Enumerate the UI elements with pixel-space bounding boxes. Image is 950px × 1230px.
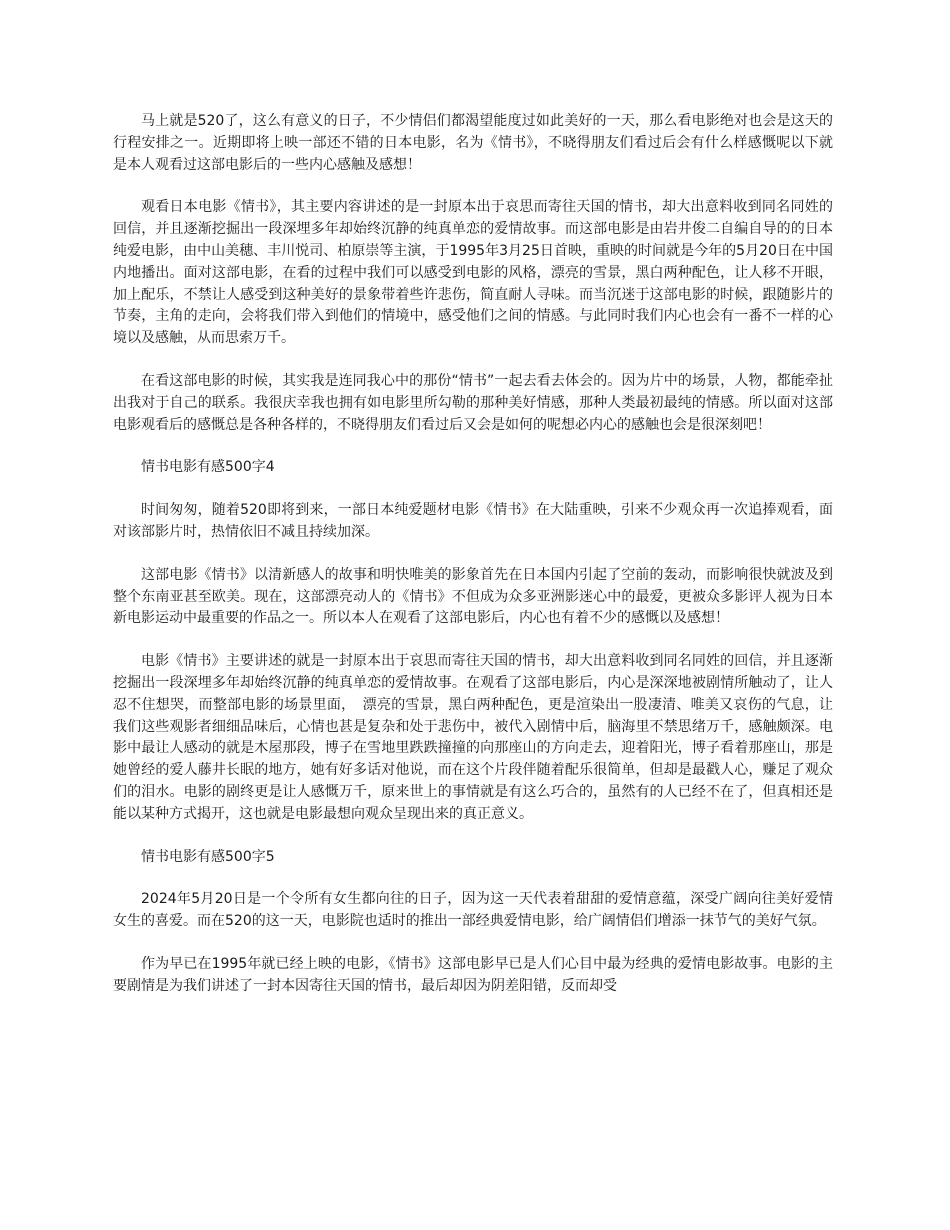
section-heading-4: 情书电影有感500字4 [141, 459, 275, 476]
paragraph-classic-film: 作为早已在1995年就已经上映的电影，《情书》这部电影早已是人们心目中最为经典的爱情电影故事。电影的主要剧情是为我们讲述了一封本因寄往天国的情书，最后却因为阴差阳错，反而却受 [113, 955, 833, 994]
paragraph-rerelease: 时间匆匆，随着520即将到来，一部日本纯爱题材电影《情书》在大陆重映，引来不少观众再一次追捧观看，面对该部影片时，热情依旧不减且持续加深。 [113, 502, 833, 540]
document-body [113, 111, 833, 1019]
paragraph-520-day: 2024年5月20日是一个令所有女生都向往的日子，因为这一天代表着甜甜的爱情意蕴，深受广阔向往美好爱情女生的喜爱。而在520的这一天，电影院也适时的推出一部经典爱情电影，给广阔情侣们增添一抹节气的美好气氛。 [113, 891, 833, 930]
paragraph-movie-summary: 观看日本电影《情书》，其主要内容讲述的是一封原本出于哀思而寄往天国的情书，却大出意料收到同名同姓的回信，并且逐渐挖掘出一段深埋多年却始终沉静的纯真单恋的爱情故事。而这部电影是由岩井俊二自编自导的的日本纯爱电影，由中山美穗、丰川悦司、柏原崇等主演，于1995年3月25日首映，重映的时间就是今年的5月20日在中国内地播出。面对这部电影，在看的过程中我们可以感受到电影的风格，漂亮的雪景，黑白两种配色，让人移不开眼，加上配乐，不禁让人感受到这种美好的景象带着些许悲伤，简直耐人寻味。而当沉迷于这部电影的时候，跟随影片的节奏，主角的走向，会将我们带入到他们的情境中，感受他们之间的情感。与此同时我们内心也会有一番不一样的心境以及感触，从而思索万千。 [113, 199, 833, 347]
section-heading-5: 情书电影有感500字5 [141, 848, 275, 865]
paragraph-intro: 马上就是520了，这么有意义的日子，不少情侣们都渴望能度过如此美好的一天，那么看电影绝对也会是这天的行程安排之一。近期即将上映一部还不错的日本电影，名为《情书》，不晓得朋友们看过后会有什么样感慨呢以下就是本人观看过这部电影后的一些内心感触及感想！ [113, 113, 833, 173]
paragraph-personal-feeling: 在看这部电影的时候，其实我是连同我心中的那份“情书”一起去看去体会的。因为片中的场景，人物，都能牵扯出我对于自己的联系。我很庆幸我也拥有如电影里所勾勒的那种美好情感，那种人类最初最纯的情感。所以面对这部电影观看后的感慨总是各种各样的，不晓得朋友们看过后又会是如何的呢想必内心的感触也会是很深刻吧！ [113, 372, 833, 433]
paragraph-reception: 这部电影《情书》以清新感人的故事和明快唯美的影象首先在日本国内引起了空前的轰动，而影响很快就波及到整个东南亚甚至欧美。现在，这部漂亮动人的《情书》不但成为众多亚洲影迷心中的最爱，更被众多影评人视为日本新电影运动中最重要的作品之一。所以本人在观看了这部电影后，内心也有着不少的感慨以及感想！ [113, 566, 833, 627]
paragraph-plot-reflection: 电影《情书》主要讲述的就是一封原本出于哀思而寄往天国的情书，却大出意料收到同名同姓的回信，并且逐渐挖掘出一段深埋多年却始终沉静的纯真单恋的爱情故事。在观看了这部电影后，内心是深深地被剧情所触动了，让人忍不住想哭，而整部电影的场景里面， 漂亮的雪景，黑白两种配色，更是渲染出一股凄清、唯美又哀伤的气息，让我们这些观影者细细品味后，心情也甚是复杂和处于悲伤中，被代入剧情中后，脑海里不禁思绪万千，感触颇深。电影中最让人感动的就是木屋那段，博子在雪地里跌跌撞撞的向那座山的方向走去，迎着阳光，博子看着那座山，那是她曾经的爱人藤井长眠的地方，她有好多话对他说，而在这个片段伴随着配乐很简单，但却是最戳人心，赚足了观众们的泪水。电影的剧终更是让人感慨万千，原来世上的事情就是有这么巧合的，虽然有的人已经不在了，但真相还是能以某种方式揭开，这也就是电影最想向观众呈现出来的真正意义。 [113, 653, 833, 822]
